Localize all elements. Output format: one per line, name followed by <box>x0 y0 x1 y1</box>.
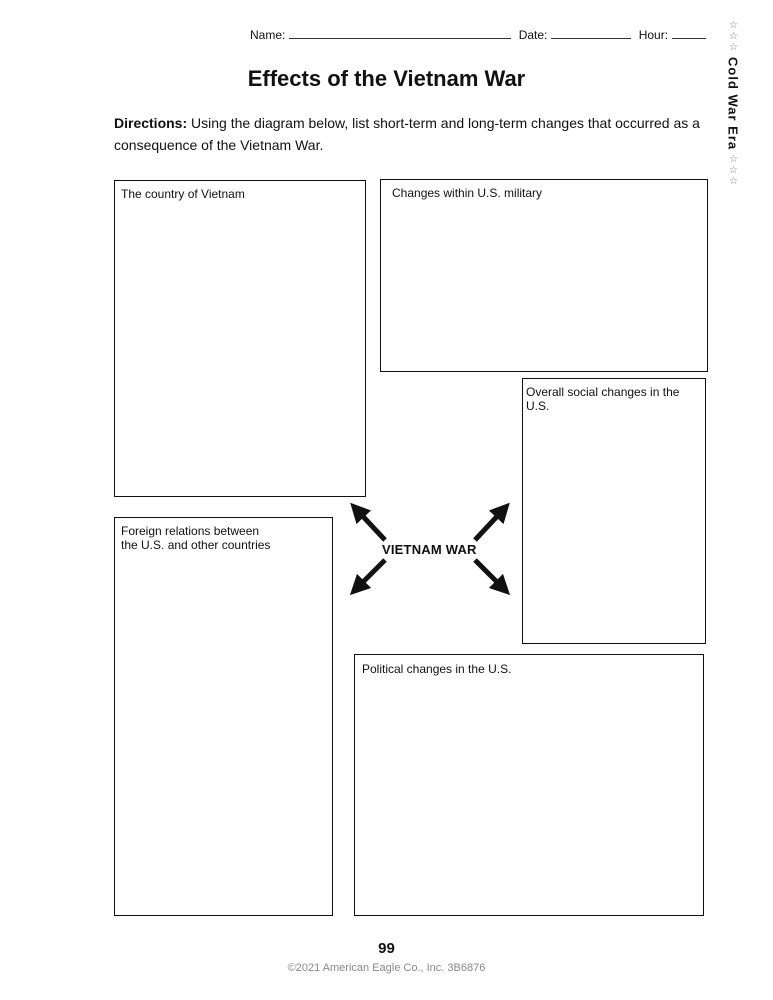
arrow-down-left-icon <box>357 560 385 588</box>
star-icons-top: ☆☆☆ <box>728 20 739 53</box>
name-field[interactable] <box>289 28 511 39</box>
hour-label: Hour: <box>638 28 669 42</box>
page-number: 99 <box>378 940 395 957</box>
box-label: Changes within U.S. military <box>392 186 543 200</box>
date-field[interactable] <box>551 28 631 39</box>
directions <box>114 112 714 156</box>
box-label: The country of Vietnam <box>121 187 245 201</box>
box-country-of-vietnam[interactable] <box>114 180 366 497</box>
side-tab-label: Cold War Era <box>725 57 741 151</box>
directions-text: Using the diagram below, list short-term and long-term changes that occurred as a consequence of the Vietnam War. <box>114 115 700 153</box>
box-foreign-relations[interactable] <box>114 517 333 916</box>
box-label: Foreign relations between the U.S. and other countries <box>121 524 271 552</box>
hour-field[interactable] <box>672 28 706 39</box>
box-us-military[interactable] <box>380 179 708 372</box>
header-fields <box>250 28 710 42</box>
name-label: Name: <box>250 28 286 42</box>
box-political-changes[interactable] <box>354 654 704 916</box>
arrow-up-left-icon <box>357 510 385 540</box>
box-social-changes[interactable] <box>522 378 706 644</box>
box-label: Overall social changes in the U.S. <box>526 385 680 413</box>
directions-lead: Directions: <box>114 115 188 131</box>
side-tab <box>722 20 744 200</box>
center-label: VIETNAM WAR <box>382 542 477 557</box>
arrow-down-right-icon <box>475 560 503 588</box>
date-label: Date: <box>518 28 548 42</box>
copyright: ©2021 American Eagle Co., Inc. 3B6876 <box>287 962 486 974</box>
page-title: Effects of the Vietnam War <box>247 66 526 91</box>
arrow-up-right-icon <box>475 510 503 540</box>
box-label: Political changes in the U.S. <box>362 662 512 676</box>
star-icons-bottom: ☆☆☆ <box>728 154 739 188</box>
